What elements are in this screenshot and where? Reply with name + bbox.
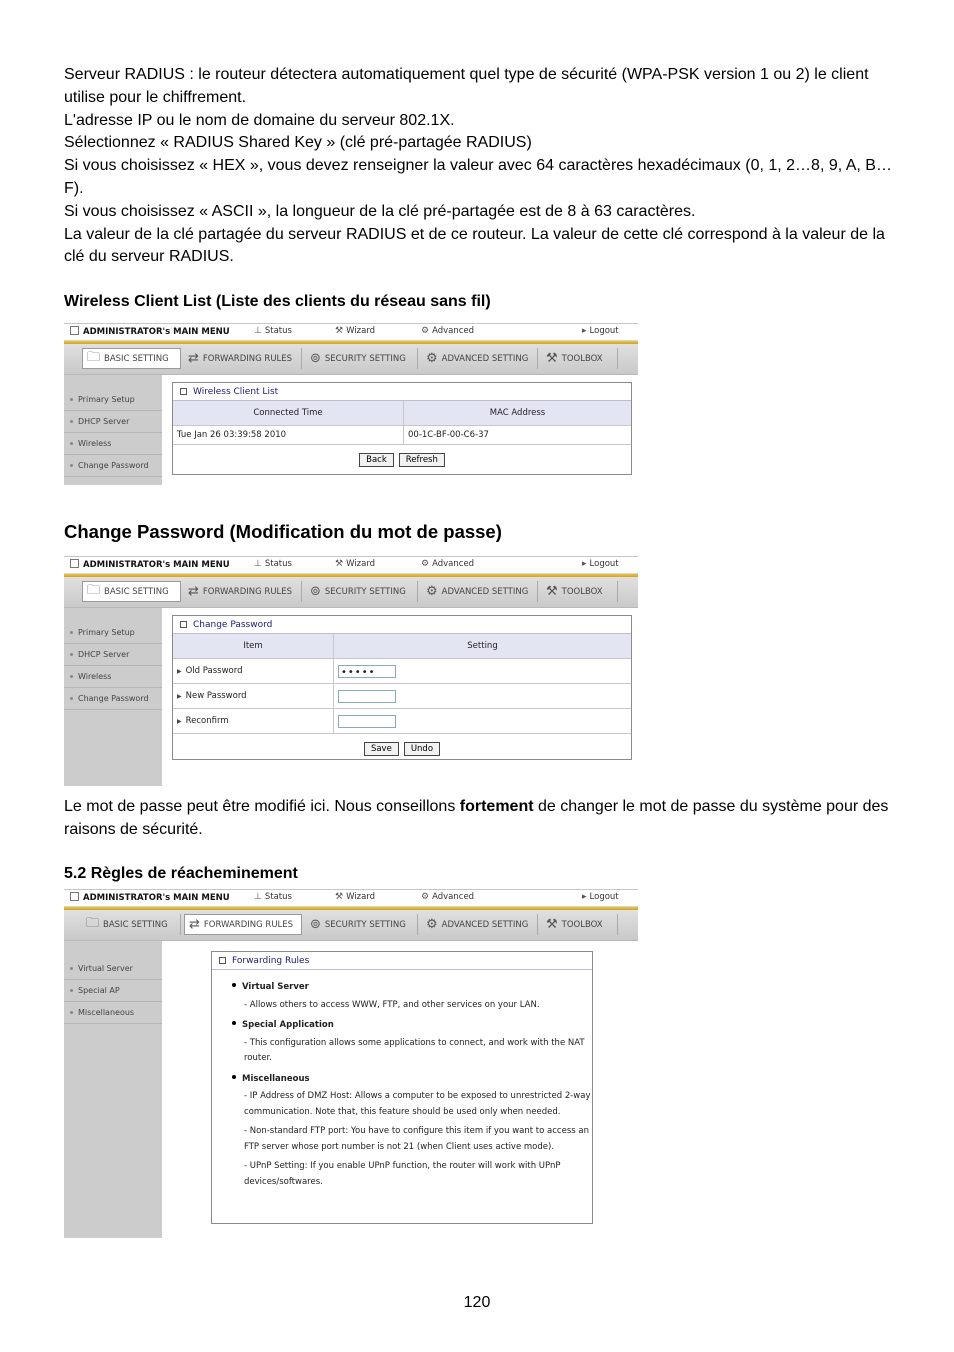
panel-title — [173, 616, 631, 634]
intro-line: L'adresse IP ou le nom de domaine du serveur 802.1X. — [64, 111, 455, 129]
arrow-right-icon: ▶ — [177, 668, 182, 675]
section-special-application — [232, 1018, 592, 1034]
undo-button[interactable]: Undo — [404, 742, 440, 756]
forward-arrows-icon: ⇄ — [189, 917, 200, 932]
sidebar-item-dhcp-server[interactable] — [64, 411, 162, 433]
column-header-connected-time: Connected Time — [173, 401, 404, 426]
heading-change-password: Change Password (Modification du mot de passe) — [64, 521, 502, 542]
bullet-icon — [70, 464, 73, 467]
button-row — [173, 445, 631, 475]
row-label-reconfirm — [173, 709, 334, 734]
router-screenshot-change-password — [64, 556, 638, 786]
sidebar-item-label: DHCP Server — [78, 650, 130, 659]
row-label-new-password — [173, 684, 334, 709]
bullet-icon — [70, 697, 73, 700]
advanced-label: Advanced — [432, 559, 475, 569]
logout-link[interactable] — [582, 559, 619, 569]
tab-label: ADVANCED SETTING — [441, 353, 529, 364]
folder-icon: 🗀 — [86, 915, 100, 931]
row-label: New Password — [185, 691, 247, 701]
cp-text — [64, 796, 894, 842]
admin-label: ADMINISTRATOR's MAIN MENU — [83, 893, 230, 903]
tab-label: FORWARDING RULES — [202, 586, 293, 597]
tab-basic-setting[interactable] — [82, 581, 181, 602]
row-label: Reconfirm — [185, 716, 229, 726]
tab-label: FORWARDING RULES — [203, 919, 294, 930]
wizard-icon: ⚒ — [335, 326, 344, 336]
toolbox-icon: ⚒ — [546, 351, 558, 366]
intro-line: La valeur de la clé partagée du serveur RADIUS et de ce routeur. La valeur de cette clé correspond à la valeur de la clé du serveur RADIUS. — [64, 225, 885, 266]
security-icon: ⊚ — [310, 917, 321, 932]
logout-label: Logout — [589, 326, 619, 336]
intro-line: Sélectionnez « RADIUS Shared Key » (clé pré-partagée RADIUS) — [64, 134, 532, 152]
top-menu-bar — [64, 323, 638, 341]
status-label: Status — [264, 892, 292, 902]
back-button[interactable]: Back — [359, 453, 394, 467]
sidebar-item-label: Change Password — [78, 694, 149, 703]
intro-line: Si vous choisissez « HEX », vous devez renseigner la valeur avec 64 caractères hexadécimaux (0, 1, 2…8, 9, A, B…F). — [64, 157, 892, 197]
tab-toolbox[interactable] — [542, 581, 618, 602]
change-password-paragraph — [64, 796, 894, 842]
status-link[interactable] — [254, 892, 292, 902]
tab-advanced-setting[interactable] — [422, 348, 538, 369]
sidebar — [64, 941, 162, 1238]
bullet-icon — [232, 1075, 236, 1079]
tab-toolbox[interactable] — [542, 348, 618, 369]
bullet-icon — [70, 442, 73, 445]
sidebar-item-dhcp-server[interactable] — [64, 644, 162, 666]
sidebar — [64, 375, 162, 485]
section-description: - Non-standard FTP port: You have to configure this item if you want to access an FTP server whose port number is not 21 (when Client uses active mode). — [244, 1126, 589, 1152]
advanced-setting-icon: ⚙ — [426, 917, 438, 932]
wireless-client-list-panel — [172, 382, 632, 475]
arrow-right-icon: ▶ — [177, 693, 182, 700]
cp-text-pre: Le mot de passe peut être modifié ici. Nous conseillons — [64, 798, 460, 815]
router-screenshot-wireless-client-list — [64, 323, 638, 485]
section-miscellaneous — [232, 1072, 592, 1088]
logout-arrow-icon: ▸ — [582, 559, 587, 569]
panel-title-label: Wireless Client List — [193, 386, 279, 397]
top-menu-bar — [64, 889, 638, 907]
cp-text-bold: fortement — [459, 798, 534, 815]
tab-label: SECURITY SETTING — [324, 919, 406, 930]
wizard-label: Wizard — [346, 892, 376, 902]
intro-paragraph — [64, 64, 894, 269]
bullet-icon — [70, 989, 73, 992]
client-table — [173, 401, 631, 445]
status-icon: ⊥ — [254, 326, 262, 336]
router-body — [64, 941, 638, 1238]
tab-security-setting[interactable] — [306, 581, 418, 602]
admin-main-menu[interactable] — [70, 892, 230, 903]
section-description: - UPnP Setting: If you enable UPnP function, the router will work with UPnP devices/softwares. — [244, 1161, 561, 1187]
admin-label: ADMINISTRATOR's MAIN MENU — [83, 560, 230, 570]
panel-box-icon — [180, 388, 187, 395]
bullet-icon — [70, 398, 73, 401]
bullet-icon — [70, 420, 73, 423]
save-button[interactable]: Save — [364, 742, 399, 756]
status-icon: ⊥ — [254, 559, 262, 569]
forward-arrows-icon: ⇄ — [188, 351, 199, 366]
sidebar-item-label: Wireless — [78, 672, 112, 681]
sidebar-item-wireless[interactable] — [64, 666, 162, 688]
wizard-link[interactable] — [335, 892, 375, 902]
advanced-link[interactable] — [421, 892, 474, 902]
cell-new-password — [334, 684, 632, 709]
menu-box-icon — [70, 326, 79, 335]
sidebar-item-miscellaneous[interactable] — [64, 1002, 162, 1024]
column-header-mac-address: MAC Address — [404, 401, 632, 426]
bullet-icon — [70, 967, 73, 970]
sidebar-item-label: Virtual Server — [78, 964, 133, 973]
bullet-icon — [70, 631, 73, 634]
router-body — [64, 375, 638, 485]
tab-basic-setting[interactable] — [82, 348, 181, 369]
logout-arrow-icon: ▸ — [582, 326, 587, 336]
sidebar-item-special-ap[interactable] — [64, 980, 162, 1002]
sidebar-item-primary-setup[interactable] — [64, 622, 162, 644]
logout-arrow-icon: ▸ — [582, 892, 587, 902]
tab-label: FORWARDING RULES — [202, 353, 293, 364]
cell-reconfirm — [334, 709, 632, 734]
advanced-link[interactable] — [421, 326, 474, 336]
cell-connected-time: Tue Jan 26 03:39:58 2010 — [173, 426, 404, 445]
main-nav-bar — [64, 910, 638, 941]
wizard-link[interactable] — [335, 326, 375, 336]
wizard-icon: ⚒ — [335, 892, 344, 902]
wizard-link[interactable] — [335, 559, 375, 569]
sidebar-item-virtual-server[interactable] — [64, 958, 162, 980]
admin-label: ADMINISTRATOR's MAIN MENU — [83, 327, 230, 337]
tab-security-setting[interactable] — [306, 348, 418, 369]
tab-label: ADVANCED SETTING — [441, 919, 529, 930]
heading-wireless-client-list: Wireless Client List (Liste des clients du réseau sans fil) — [64, 293, 491, 310]
heading-forwarding-rules: 5.2 Règles de réacheminement — [64, 865, 298, 882]
sidebar-item-change-password[interactable] — [64, 455, 162, 477]
status-label: Status — [264, 326, 292, 336]
column-header-setting: Setting — [334, 634, 632, 659]
section-description: - Allows others to access WWW, FTP, and other services on your LAN. — [244, 999, 540, 1010]
intro-line: Si vous choisissez « ASCII », la longueur de la clé pré-partagée est de 8 à 63 caractères. — [64, 202, 696, 220]
advanced-setting-icon: ⚙ — [426, 584, 438, 599]
tab-label: BASIC SETTING — [103, 919, 168, 930]
logout-label: Logout — [589, 559, 619, 569]
section-title: Miscellaneous — [242, 1073, 310, 1084]
menu-box-icon — [70, 559, 79, 568]
arrow-right-icon: ▶ — [177, 718, 182, 725]
advanced-icon: ⚙ — [421, 559, 430, 569]
column-header-item: Item — [173, 634, 334, 659]
tab-label: TOOLBOX — [561, 353, 603, 364]
logout-link[interactable] — [582, 326, 619, 336]
sidebar-item-change-password[interactable] — [64, 688, 162, 710]
tab-forwarding-rules[interactable] — [184, 581, 302, 602]
section-description: - IP Address of DMZ Host: Allows a computer to be exposed to unrestricted 2-way communication. Note that, this feature should be used only when needed. — [244, 1091, 591, 1117]
logout-label: Logout — [589, 892, 619, 902]
status-link[interactable] — [254, 326, 292, 336]
panel-title-label: Forwarding Rules — [232, 955, 310, 966]
tab-toolbox[interactable] — [542, 914, 618, 935]
menu-box-icon — [70, 892, 79, 901]
logout-link[interactable] — [582, 892, 619, 902]
row-label-old-password — [173, 659, 334, 684]
cell-old-password — [334, 659, 632, 684]
folder-icon: 🗀 — [87, 582, 101, 598]
advanced-icon: ⚙ — [421, 892, 430, 902]
admin-main-menu[interactable] — [70, 326, 230, 337]
bullet-icon — [70, 653, 73, 656]
advanced-label: Advanced — [432, 892, 475, 902]
tab-label: BASIC SETTING — [104, 586, 169, 597]
page-number: 120 — [463, 1294, 491, 1311]
cell-mac-address: 00-1C-BF-00-C6-37 — [404, 426, 632, 445]
reconfirm-password-input[interactable] — [338, 715, 396, 728]
panel-title-label: Change Password — [193, 619, 273, 630]
table-row — [173, 709, 631, 734]
main-nav-bar — [64, 577, 638, 608]
bullet-icon — [70, 1011, 73, 1014]
sidebar — [64, 608, 162, 786]
status-link[interactable] — [254, 559, 292, 569]
bullet-icon — [232, 983, 236, 987]
tab-label: TOOLBOX — [561, 919, 603, 930]
status-label: Status — [264, 559, 292, 569]
advanced-icon: ⚙ — [421, 326, 430, 336]
toolbox-icon: ⚒ — [546, 584, 558, 599]
sidebar-item-label: Change Password — [78, 461, 149, 470]
status-icon: ⊥ — [254, 892, 262, 902]
forwarding-rules-content — [212, 970, 592, 1190]
bullet-icon — [70, 675, 73, 678]
tab-label: TOOLBOX — [561, 586, 603, 597]
panel-title — [173, 383, 631, 401]
tab-basic-setting[interactable] — [82, 914, 181, 935]
change-password-panel — [172, 615, 632, 760]
main-nav-bar — [64, 344, 638, 375]
sidebar-item-label: Primary Setup — [78, 628, 135, 637]
old-password-input[interactable]: ••••• — [338, 665, 396, 678]
tab-label: SECURITY SETTING — [324, 586, 406, 597]
section-description: - This configuration allows some applications to connect, and work with the NAT router. — [244, 1037, 585, 1063]
password-table — [173, 634, 631, 734]
panel-box-icon — [219, 957, 226, 964]
row-label: Old Password — [185, 666, 243, 676]
advanced-link[interactable] — [421, 559, 474, 569]
tab-label: SECURITY SETTING — [324, 353, 406, 364]
refresh-button[interactable]: Refresh — [399, 453, 445, 467]
sidebar-item-label: Primary Setup — [78, 395, 135, 404]
tab-label: ADVANCED SETTING — [441, 586, 529, 597]
panel-title — [212, 952, 592, 970]
forwarding-rules-panel — [211, 951, 593, 1224]
toolbox-icon: ⚒ — [546, 917, 558, 932]
cp-text-post: de changer le mot de passe du système pour des raisons de sécurité. — [64, 798, 889, 838]
sidebar-item-primary-setup[interactable] — [64, 389, 162, 411]
tab-advanced-setting[interactable] — [422, 581, 538, 602]
sidebar-item-label: DHCP Server — [78, 417, 130, 426]
top-menu-bar — [64, 556, 638, 574]
panel-box-icon — [180, 621, 187, 628]
sidebar-item-wireless[interactable] — [64, 433, 162, 455]
wizard-label: Wizard — [346, 326, 376, 336]
tab-forwarding-rules[interactable] — [184, 914, 302, 935]
tab-forwarding-rules[interactable] — [184, 348, 302, 369]
button-row — [173, 734, 631, 764]
wizard-label: Wizard — [346, 559, 376, 569]
section-title: Virtual Server — [242, 982, 309, 992]
tab-security-setting[interactable] — [306, 914, 418, 935]
sidebar-item-label: Wireless — [78, 439, 112, 448]
forward-arrows-icon: ⇄ — [188, 584, 199, 599]
admin-main-menu[interactable] — [70, 559, 230, 570]
advanced-setting-icon: ⚙ — [426, 351, 438, 366]
table-row — [173, 659, 631, 684]
intro-line: Serveur RADIUS : le routeur détectera automatiquement quel type de sécurité (WPA-PSK version 1 ou 2) le client utilise pour le chiffrement. — [64, 66, 869, 106]
table-row — [173, 426, 631, 445]
wizard-icon: ⚒ — [335, 559, 344, 569]
tab-advanced-setting[interactable] — [422, 914, 538, 935]
security-icon: ⊚ — [310, 584, 321, 599]
bullet-icon — [232, 1021, 236, 1025]
section-title: Special Application — [242, 1020, 334, 1030]
router-screenshot-forwarding-rules — [64, 889, 638, 1238]
folder-icon: 🗀 — [87, 349, 101, 365]
new-password-input[interactable] — [338, 690, 396, 703]
advanced-label: Advanced — [432, 326, 475, 336]
tab-label: BASIC SETTING — [104, 353, 169, 364]
table-row — [173, 684, 631, 709]
sidebar-item-label: Special AP — [78, 986, 120, 995]
security-icon: ⊚ — [310, 351, 321, 366]
section-virtual-server — [232, 980, 592, 996]
sidebar-item-label: Miscellaneous — [78, 1008, 135, 1017]
router-body — [64, 608, 638, 786]
